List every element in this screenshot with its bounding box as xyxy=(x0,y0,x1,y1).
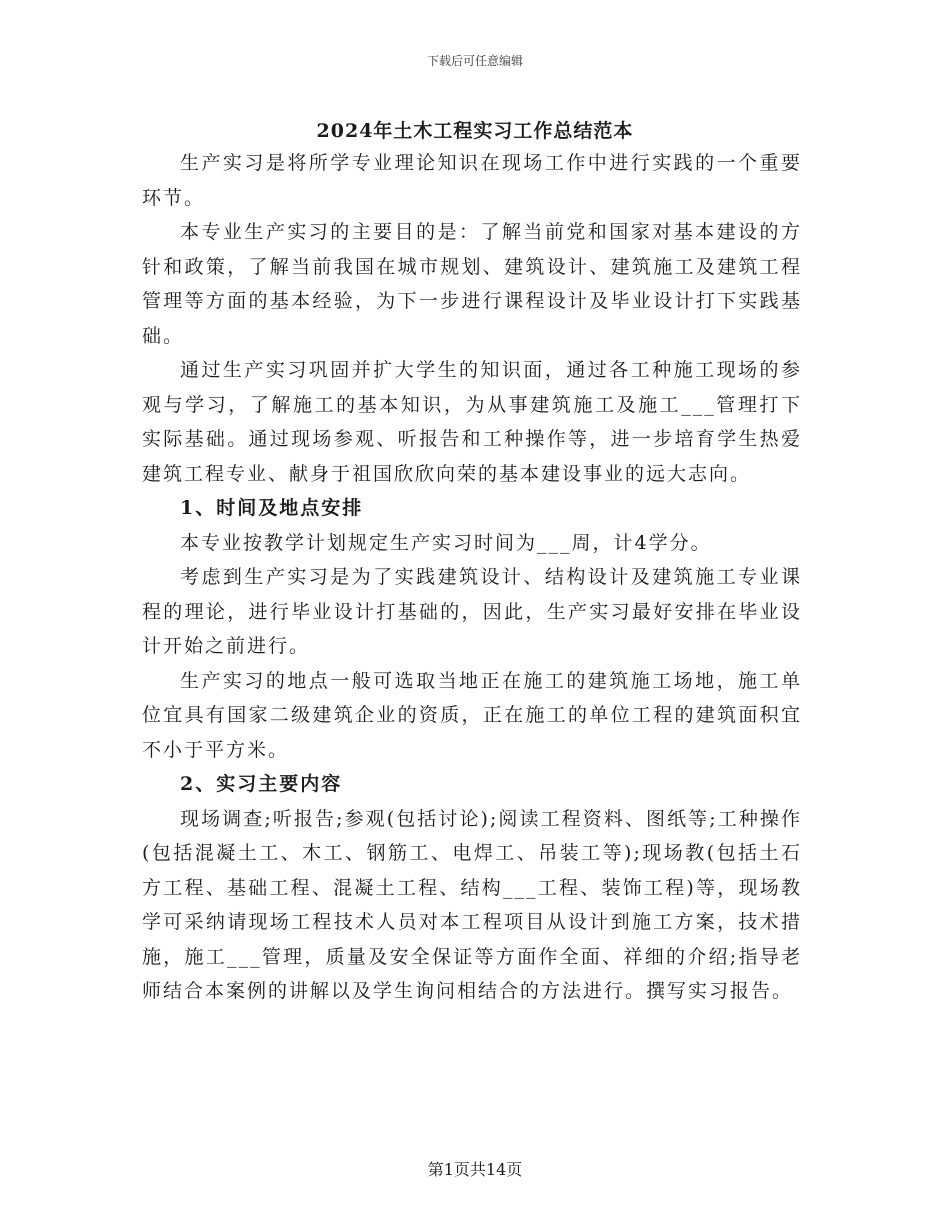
section-heading: 2、实习主要内容 xyxy=(180,773,343,795)
paragraph: 本专业生产实习的主要目的是：了解当前党和国家对基本建设的方针和政策，了解当前我国在城市规划、建筑设计、建筑施工及建筑工程管理等方面的基本经验，为下一步进行课程设计及毕业设计打下实践基础。 xyxy=(142,221,802,347)
paragraph: 生产实习是将所学专业理论知识在现场工作中进行实践的一个重要环节。 xyxy=(142,152,802,209)
paragraph: 考虑到生产实习是为了实践建筑设计、结构设计及建筑施工专业课程的理论，进行毕业设计打基础的，因此，生产实习最好安排在毕业设计开始之前进行。 xyxy=(142,566,802,657)
page-number: 第1页共14页 xyxy=(427,1160,523,1179)
section-heading: 1、时间及地点安排 xyxy=(180,497,364,519)
paragraph: 生产实习的地点一般可选取当地正在施工的建筑施工场地，施工单位宜具有国家二级建筑企业的资质，正在施工的单位工程的建筑面积宜不小于平方米。 xyxy=(142,669,802,761)
document-title: 2024年土木工程实习工作总结范本 xyxy=(316,120,634,142)
paragraph: 通过生产实习巩固并扩大学生的知识面，通过各工种施工现场的参观与学习，了解施工的基本知识，为从事建筑施工及施工___管理打下实际基础。通过现场参观、听报告和工种操作等，进一步培育学生热爱建筑工程专业、献身于祖国欣欣向荣的基本建设事业的远大志向。 xyxy=(142,359,802,485)
document-body xyxy=(142,146,802,1009)
paragraph: 本专业按教学计划规定生产实习时间为___周，计4学分。 xyxy=(180,531,712,554)
paragraph: 现场调查;听报告;参观(包括讨论);阅读工程资料、图纸等;工种操作(包括混凝土工、木工、钢筋工、电焊工、吊装工等);现场教(包括土石方工程、基础工程、混凝土工程、结构___工程、装饰工程)等，现场教学可采纳请现场工程技术人员对本工程项目从设计到施工方案，技术措施，施工___管理，质量及安全保证等方面作全面、祥细的介绍;指导老师结合本案例的讲解以及学生询问相结合的方法进行。撰写实习报告。 xyxy=(142,807,802,1002)
header-note: 下载后可任意编辑 xyxy=(426,54,523,68)
